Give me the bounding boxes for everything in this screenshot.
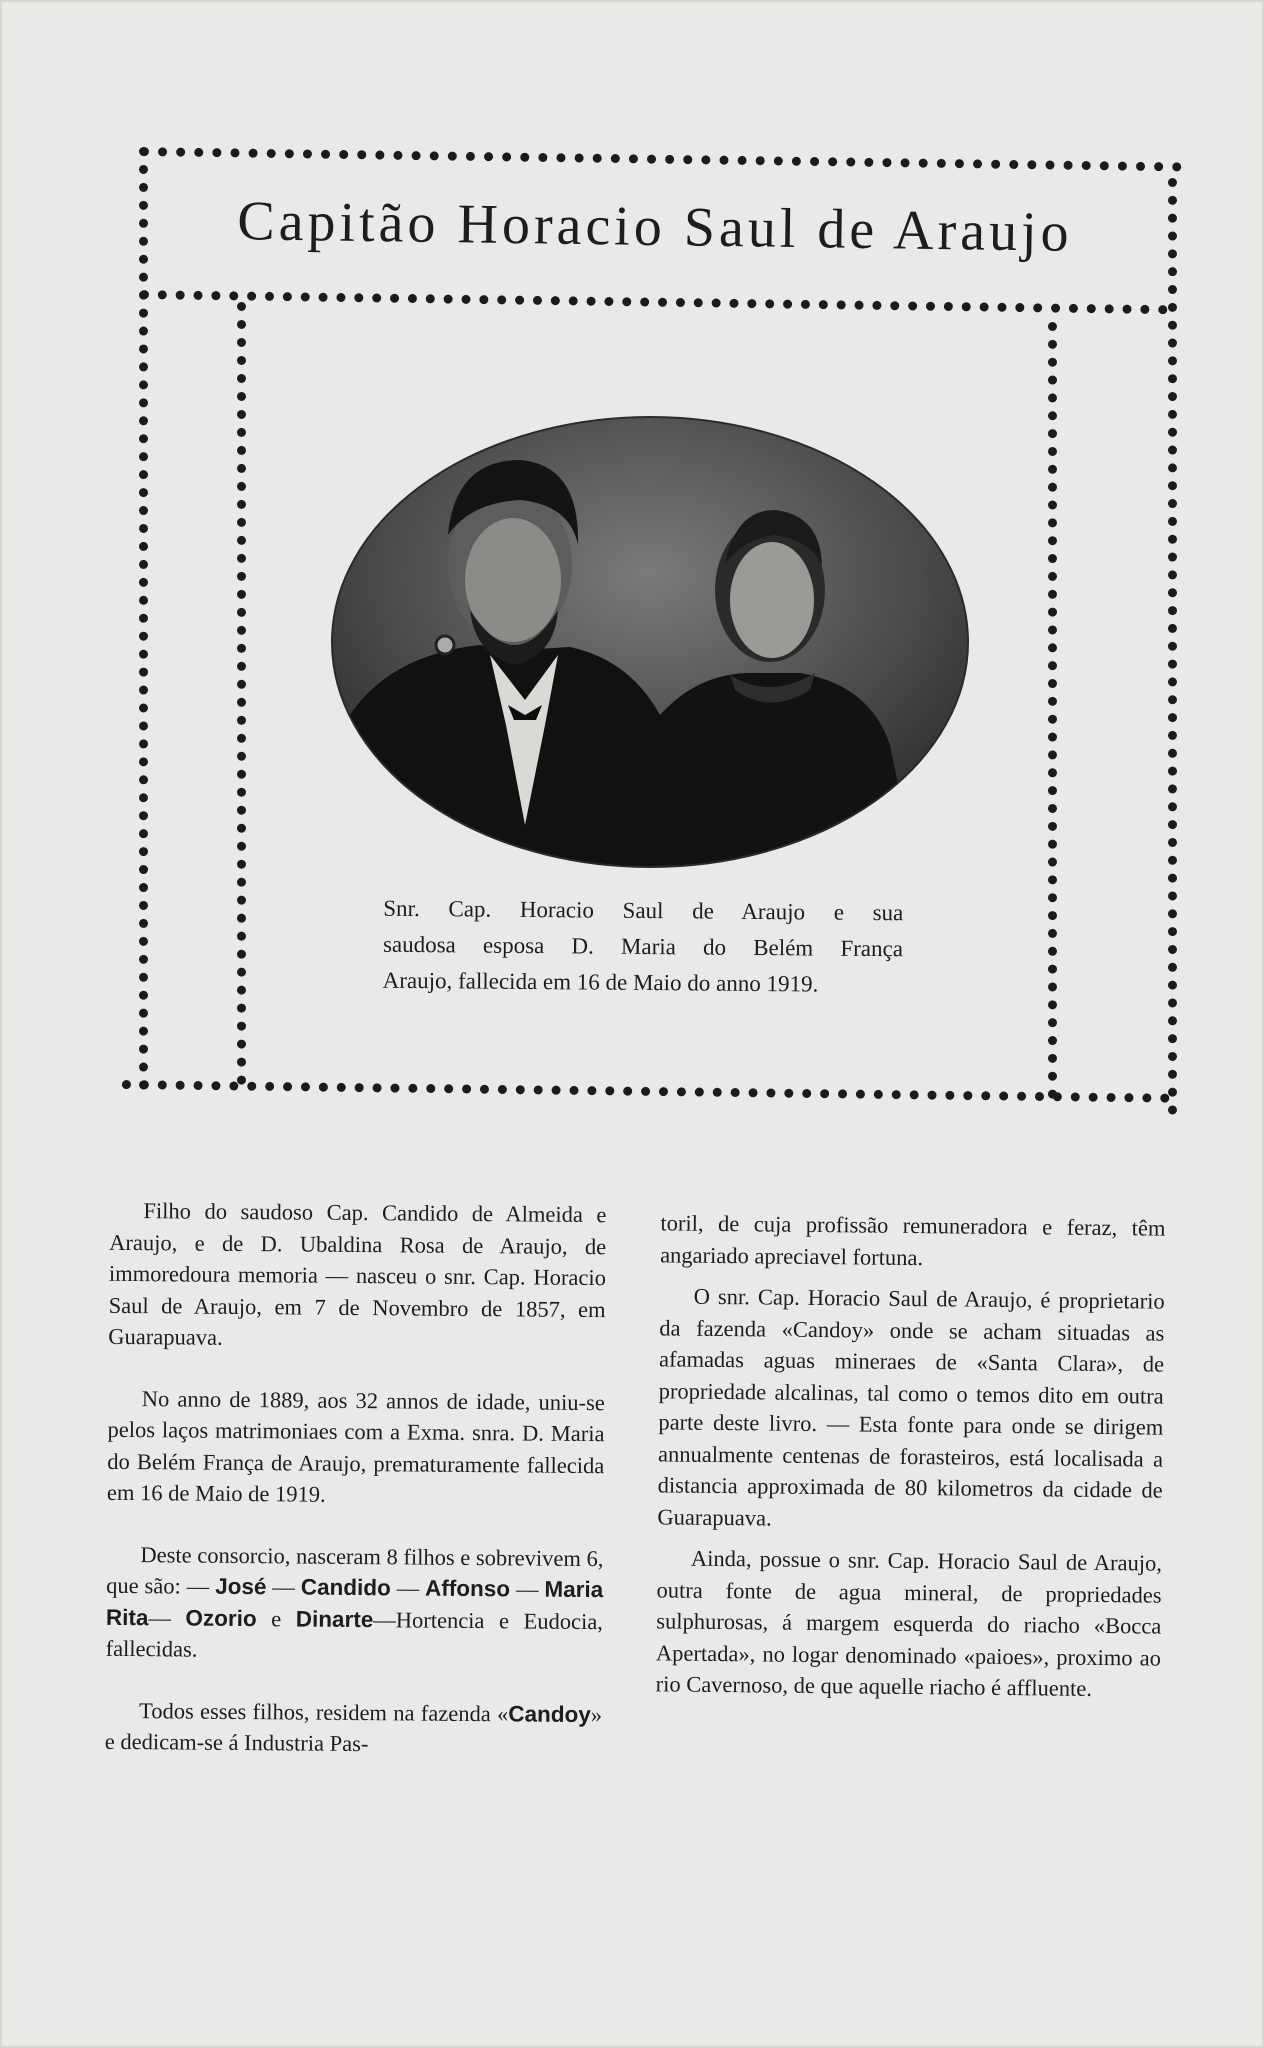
paragraph-children: Deste consorcio, nasceram 8 filhos e sobrevivem 6, que são: — José — Candido — Affonso — Maria Rita— Ozorio e Dinarte—Hortencia e Eudocia, fallecidas. — [105, 1541, 604, 1662]
child-name: Candido — [300, 1574, 391, 1601]
paragraph-farm: O snr. Cap. Horacio Saul de Araujo, é proprietario da fazenda «Candoy» onde se acham situadas as afamadas aguas mineraes de «Santa Clara», de propriedade alcalinas, tal como o temos dito em outra parte deste livro. — Esta fonte para onde se dirigem annualmente centenas de forasteiros, está localisada a distancia approximada de 80 kilometros da cidade de Guarapuava. — [657, 1283, 1165, 1531]
paragraph-birth: Filho do saudoso Cap. Candido de Almeida e Araujo, e de D. Ubaldina Rosa de Araujo, de immoredoura memoria — nasceu o snr. Cap. Horacio Saul de Araujo, em 7 de Novembro de 1857, em Guarapuava. — [108, 1198, 607, 1350]
children-intro: Deste consorcio, nasceram 8 filhos e sobrevivem 6, que são: — — [106, 1541, 604, 1599]
children-end: Hortencia e Eudocia, fallecidas. — [105, 1606, 604, 1662]
child-name: Maria Rita — [105, 1576, 604, 1630]
child-name: Affonso — [425, 1575, 511, 1602]
residence-start: Todos esses filhos, residem na fazenda « — [138, 1697, 509, 1726]
child-name: Dinarte — [295, 1605, 374, 1632]
caption-line: Araujo, fallecida em 16 de Maio do anno 1919. — [382, 967, 819, 997]
left-column — [104, 1195, 606, 1792]
paragraph-continuation: toril, de cuja profissão remuneradora e feraz, têm angariado apreciavel fortuna. — [660, 1210, 1166, 1270]
caption-line: saudosa esposa D. Maria do Belém França — [382, 931, 904, 962]
caption-line: Snr. Cap. Horacio Saul de Araujo e sua — [383, 895, 904, 926]
paragraph-marriage: No anno de 1889, aos 32 annos de idade, uniu-se pelos laços matrimoniaes com a Exma. snra. D. Maria do Belém França de Araujo, prematuramente fallecida em 16 de Maio de 1919. — [106, 1385, 605, 1507]
portrait-photo-icon — [330, 415, 970, 870]
right-column — [655, 1207, 1165, 1715]
child-name: Ozorio — [185, 1605, 257, 1631]
paragraph-spring: Ainda, possue o snr. Cap. Horacio Saul de Araujo, outra fonte de agua mineral, de propriedades sulphurosas, á margem esquerda do riacho «Bocca Apertada», no logar denominado «paioes», proximo ao rio Cavernoso, de que aquelle riacho é affluente. — [655, 1545, 1163, 1701]
child-name: José — [215, 1573, 267, 1600]
paragraph-residence — [105, 1694, 603, 1761]
farm-name: Candoy — [508, 1700, 591, 1727]
residence-end: » e dedicam-se á Industria Pas- — [104, 1701, 603, 1757]
photo-caption — [383, 891, 904, 1004]
page-title: Capitão Horacio Saul de Araujo — [236, 190, 1074, 264]
